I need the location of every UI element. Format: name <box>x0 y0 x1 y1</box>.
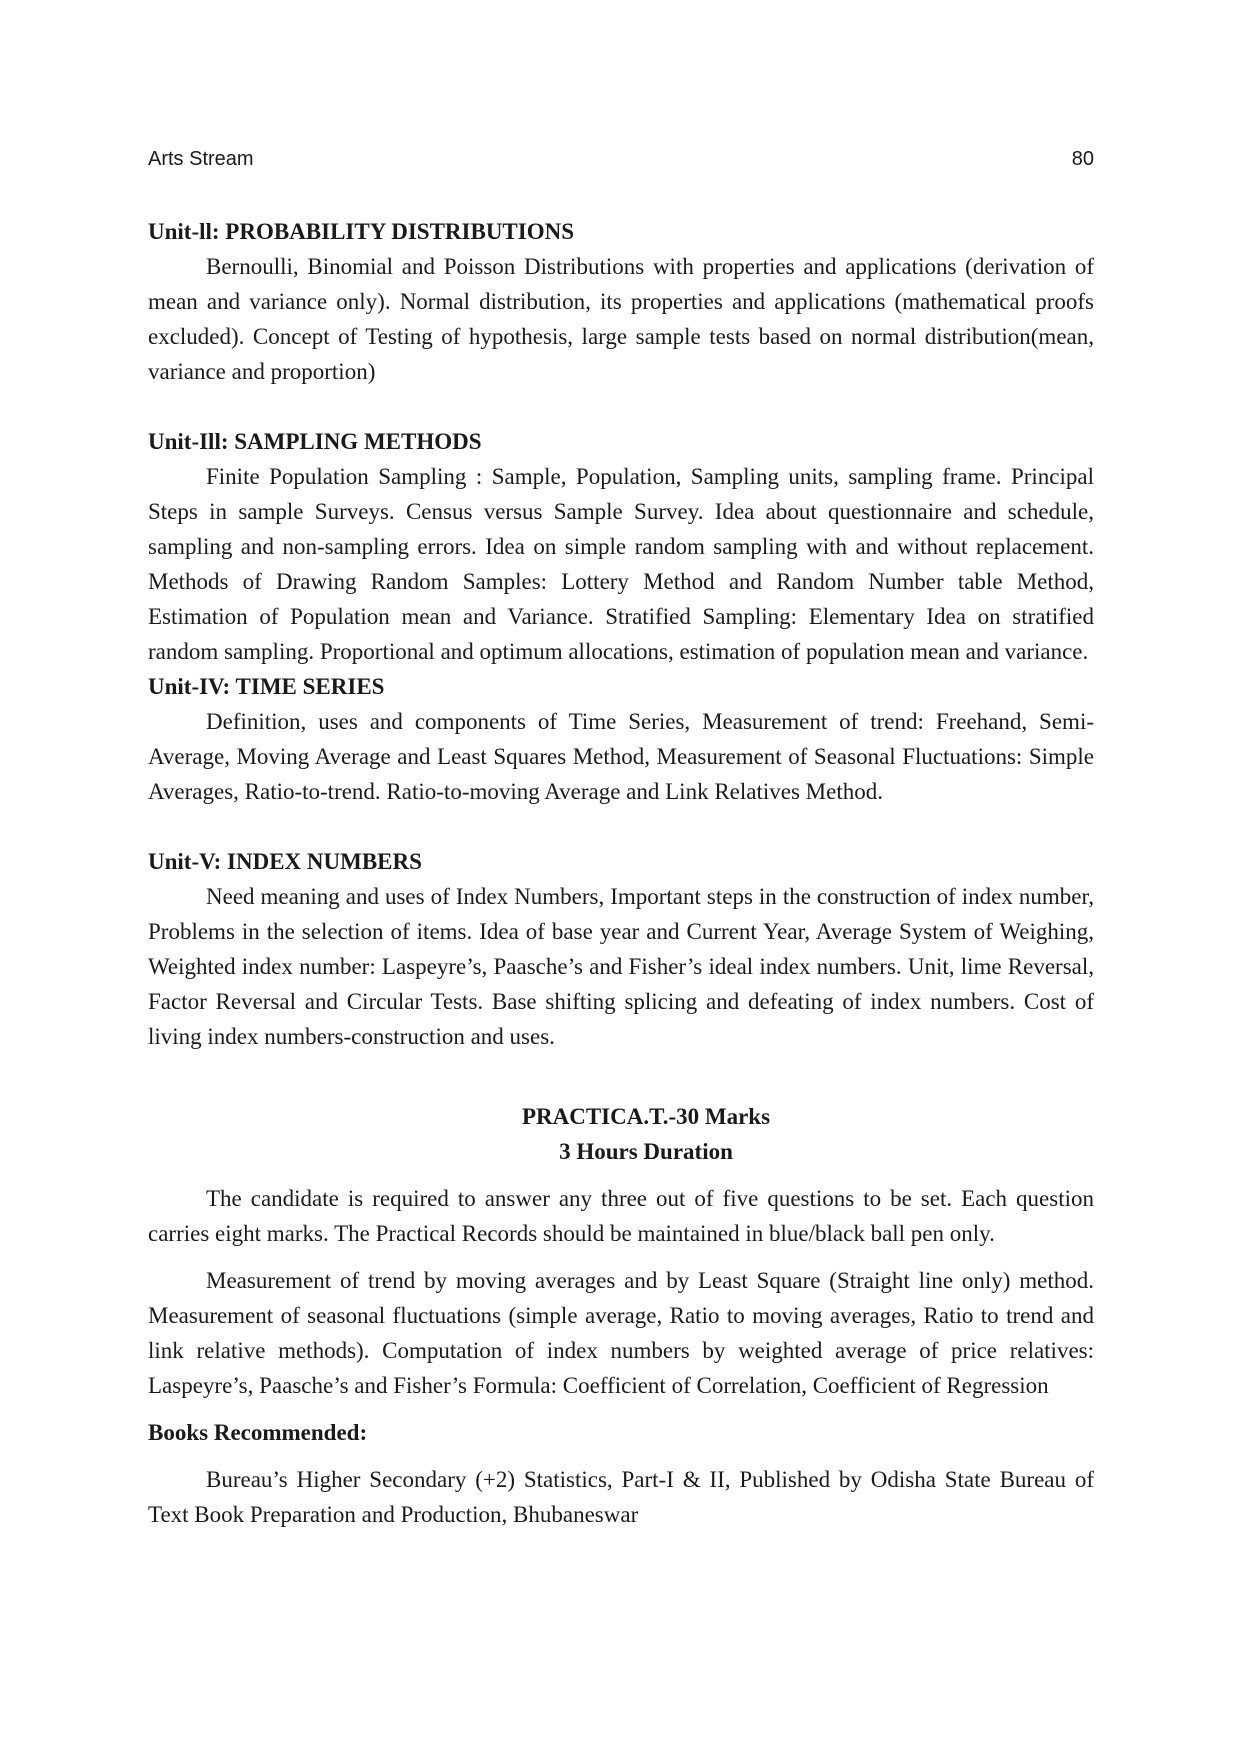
spacer <box>148 1251 1094 1263</box>
page-content <box>148 214 1094 1532</box>
spacer <box>148 1450 1094 1462</box>
books-text: Bureau’s Higher Secondary (+2) Statistics, Part-I & II, Published by Odisha State Bureau of Text Book Preparation and Production, Bhubaneswar <box>148 1467 1094 1527</box>
unit-5-text: Need meaning and uses of Index Numbers, Important steps in the construction of index number, Problems in the selection of items. Idea of base year and Current Year, Average System of Weighing, Weighted index number: Laspeyre’s, Paasche’s and Fisher’s ideal index numbers. Unit, lime Reversal, Factor Reversal and Circular Tests. Base shifting splicing and defeating of index numbers. Cost of living index numbers-construction and uses. <box>148 884 1094 1049</box>
running-header <box>148 148 1094 171</box>
books-heading: Books Recommended: <box>148 1420 368 1445</box>
spacer <box>148 809 1094 844</box>
stream-label: Arts Stream <box>148 148 254 170</box>
spacer <box>148 1403 1094 1415</box>
spacer <box>148 1054 1094 1099</box>
practical-duration: 3 Hours Duration <box>559 1139 733 1164</box>
practical-syllabus: Measurement of trend by moving averages and by Least Square (Straight line only) method. Measurement of seasonal fluctuations (simple average, Ratio to moving averages, Ratio to trend and link relative methods). Computation of index numbers by weighted average of price relatives: Laspeyre’s, Paasche’s and Fisher’s Formula: Coefficient of Correlation, Coefficient of Regression <box>148 1268 1094 1398</box>
spacer <box>148 1169 1094 1181</box>
unit-2-heading: Unit-ll: PROBABILITY DISTRIBUTIONS <box>148 219 575 244</box>
practical-title: PRACTICA.T.-30 Marks <box>521 1104 771 1129</box>
unit-3-heading: Unit-Ill: SAMPLING METHODS <box>148 429 482 454</box>
practical-instructions: The candidate is required to answer any three out of five questions to be set. Each question carries eight marks. The Practical Records should be maintained in blue/black ball pen only. <box>148 1186 1094 1246</box>
unit-3-text: Finite Population Sampling : Sample, Population, Sampling units, sampling frame. Principal Steps in sample Surveys. Census versus Sample Survey. Idea about questionnaire and schedule, sampling and non-sampling errors. Idea on simple random sampling with and without replacement. Methods of Drawing Random Samples: Lottery Method and Random Number table Method, Estimation of Population mean and Variance. Stratified Sampling: Elementary Idea on stratified random sampling. Proportional and optimum allocations, estimation of population mean and variance. <box>148 464 1094 664</box>
page-number: 80 <box>1071 148 1094 170</box>
unit-4-heading: Unit-IV: TIME SERIES <box>148 674 385 699</box>
spacer <box>148 389 1094 424</box>
document-page <box>148 0 1094 1755</box>
unit-4-text: Definition, uses and components of Time Series, Measurement of trend: Freehand, Semi-Average, Moving Average and Least Squares Method, Measurement of Seasonal Fluctuations: Simple Averages, Ratio-to-trend. Ratio-to-moving Average and Link Relatives Method. <box>148 709 1094 804</box>
unit-5-heading: Unit-V: INDEX NUMBERS <box>148 849 422 874</box>
unit-2-text: Bernoulli, Binomial and Poisson Distributions with properties and applications (derivation of mean and variance only). Normal distribution, its properties and applications (mathematical proofs excluded). Concept of Testing of hypothesis, large sample tests based on normal distribution(mean, variance and proportion) <box>148 254 1094 384</box>
